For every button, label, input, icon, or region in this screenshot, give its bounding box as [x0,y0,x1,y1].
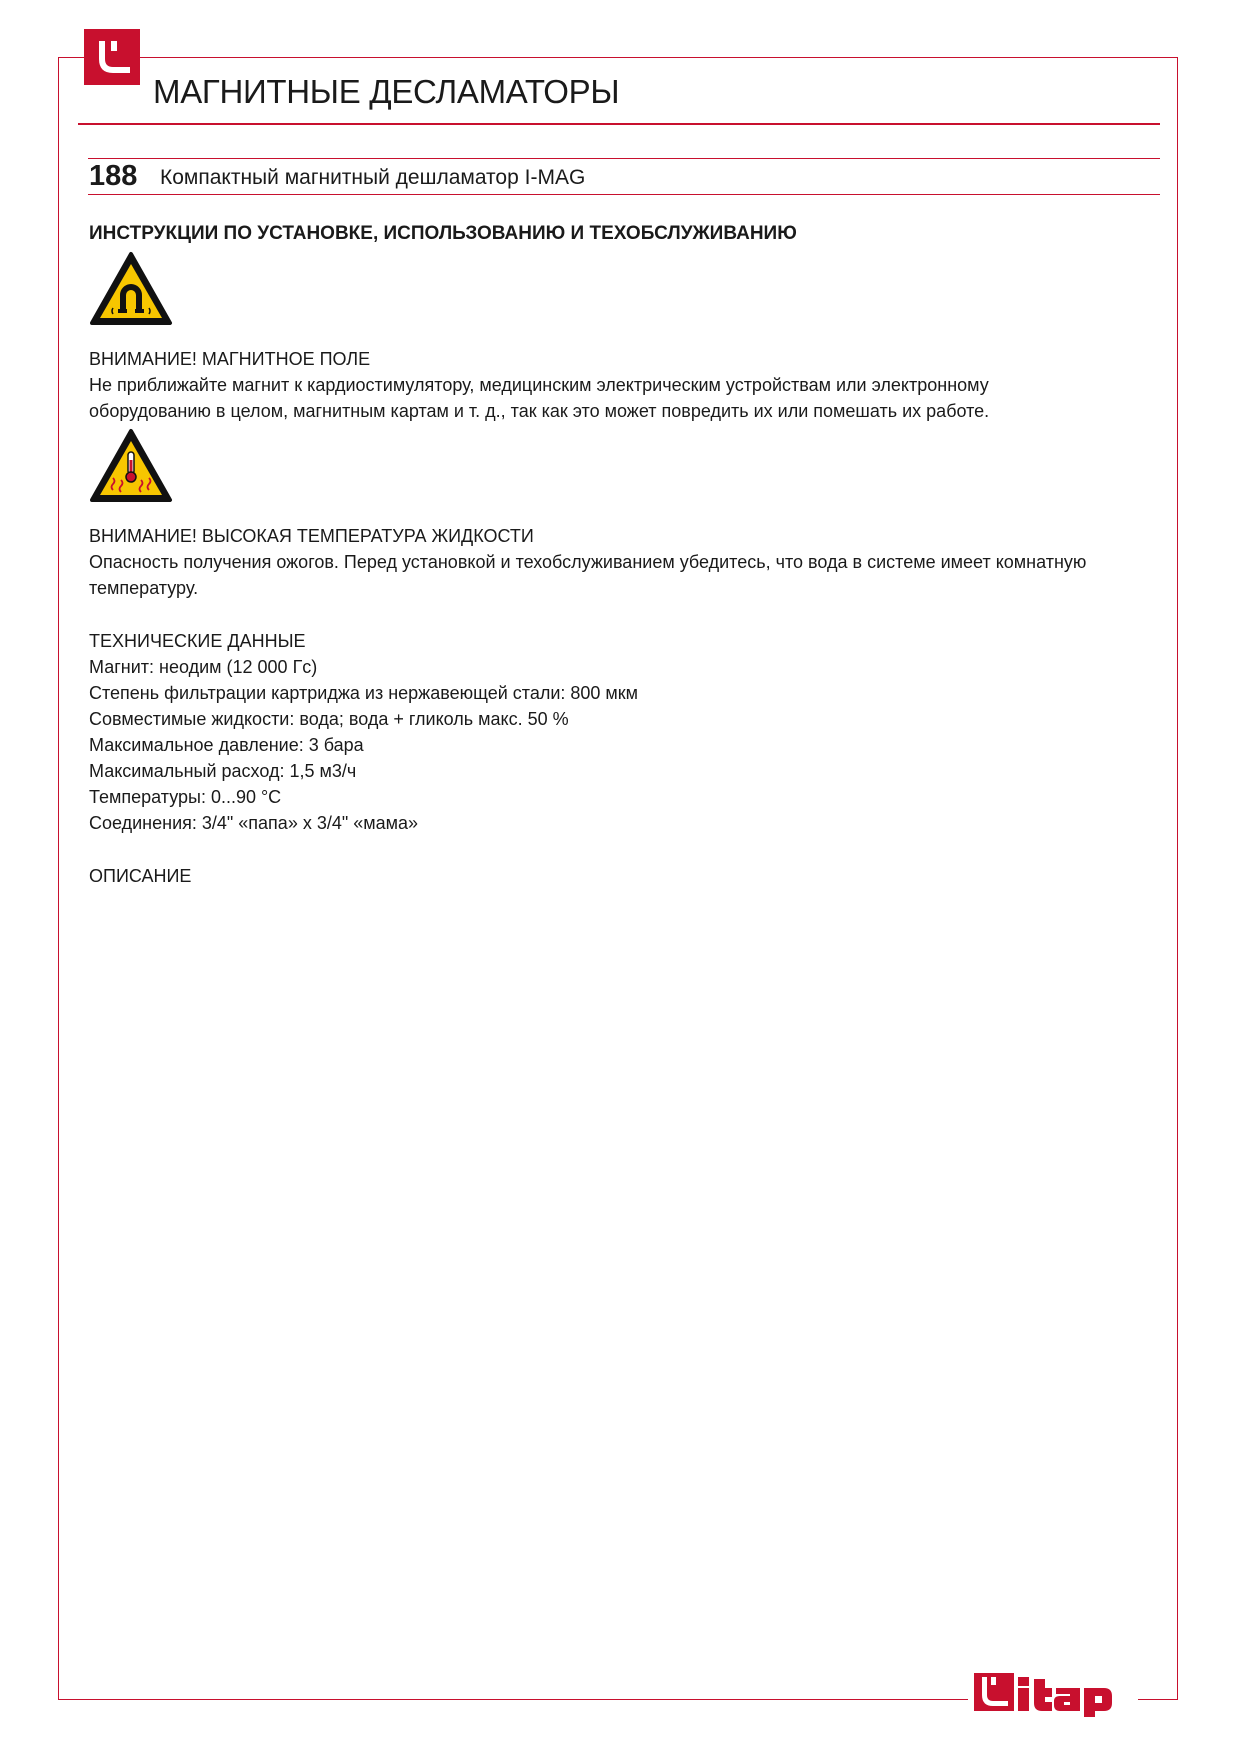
tech-data-item: Температуры: 0...90 °C [89,787,282,807]
product-divider-top [88,158,1160,159]
brand-logo-icon [84,29,140,85]
product-name: Компактный магнитный дешламатор I-MAG [160,166,586,189]
itap-logo-icon [968,1667,1138,1719]
warning-text-line: Опасность получения ожогов. Перед установкой и техобслуживанием убедитесь, что вода в системе имеет комнатную [89,552,1087,572]
warning-text-line: температуру. [89,578,199,598]
product-number: 188 [89,160,138,192]
tech-data-item: Максимальное давление: 3 бара [89,735,364,755]
tech-data-item: Соединения: 3/4" «папа» x 3/4" «мама» [89,813,419,833]
magnet-warning-icon [89,251,173,327]
tech-data-title: ТЕХНИЧЕСКИЕ ДАННЫЕ [89,631,306,651]
section-heading: ИНСТРУКЦИИ ПО УСТАНОВКЕ, ИСПОЛЬЗОВАНИЮ И ТЕХОБСЛУЖИВАНИЮ [89,223,797,244]
tech-data-item: Магнит: неодим (12 000 Гс) [89,657,318,677]
tech-data-item: Совместимые жидкости: вода; вода + гликоль макс. 50 % [89,709,569,729]
page-border [58,57,1178,1700]
product-divider-bottom [88,194,1160,195]
title-divider [78,123,1160,125]
tech-data-item: Максимальный расход: 1,5 м3/ч [89,761,357,781]
warning-title: ВНИМАНИЕ! ВЫСОКАЯ ТЕМПЕРАТУРА ЖИДКОСТИ [89,526,534,546]
hot-liquid-warning-icon [89,428,173,504]
description-title: ОПИСАНИЕ [89,866,192,886]
tech-data-item: Степень фильтрации картриджа из нержавеющей стали: 800 мкм [89,683,639,703]
warning-text-line: оборудованию в целом, магнитным картам и т. д., так как это может повредить их или помешать их работе. [89,401,990,421]
warning-title: ВНИМАНИЕ! МАГНИТНОЕ ПОЛЕ [89,349,371,369]
page-title: МАГНИТНЫЕ ДЕСЛАМАТОРЫ [153,73,620,110]
warning-text-line: Не приближайте магнит к кардиостимулятору, медицинским электрическим устройствам или электронному [89,375,989,395]
